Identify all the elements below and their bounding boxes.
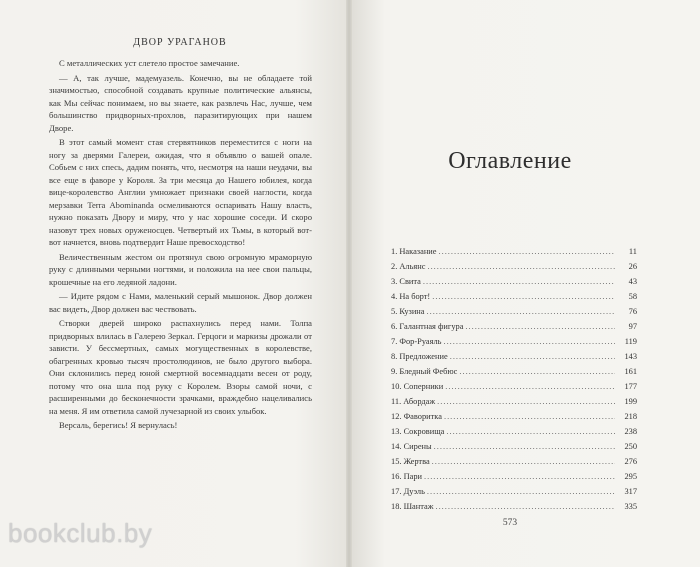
leader-dots <box>444 409 615 424</box>
toc-entry[interactable] <box>391 439 637 454</box>
toc-entry-label: 9. Бледный Фебюс <box>391 367 458 376</box>
leader-dots <box>443 334 615 349</box>
toc-entry-page: 317 <box>624 487 637 496</box>
toc-entry[interactable] <box>391 244 637 259</box>
paragraph: В этот самый момент стая стервятников переместится с ноги на ногу за дверями Галереи, ожидая, что я объявлю о вашей опале. Собьем с них спесь, дадим понять, что, несмотря на наши неудачи, вы все еще в фаворе у Короля. За три месяца до Нашего юбилея, когда вице-королевство Англии умножает признаки своей наглости, когда мерзавки Terra Abominanda осмеливаются оспаривать Нашу власть, нужно показать Двору и миру, что у нас хорошие соседи. И скоро назовут трех новых оруженосцев. Четвертый их Тьмы, в который вот-вот начнется, вновь подтвердит Наше превосходство! <box>49 137 312 247</box>
book-gutter <box>346 0 352 567</box>
watermark: bookclub.by <box>8 518 153 548</box>
toc-entry-page: 250 <box>624 442 637 451</box>
leader-dots <box>423 274 615 289</box>
toc-entry[interactable] <box>391 379 637 394</box>
paragraph: — Идите рядом с Нами, маленький серый мышонок. Двор должен вас видеть, Двор должен вас чествовать. <box>49 291 312 314</box>
toc-entry[interactable] <box>391 334 637 349</box>
toc-entry-page: 97 <box>628 322 637 331</box>
toc-entry-page: 218 <box>624 412 637 421</box>
toc-entry-page: 199 <box>624 397 637 406</box>
toc-entry-label: 13. Сокровища <box>391 427 445 436</box>
leader-dots <box>432 454 615 469</box>
paragraph: Створки дверей широко распахнулись перед нами. Толпа придворных влилась в Галерею Зеркал. Герцоги и маркизы дрожали от зависти. У бессмертных, самых могущественных в королевстве, обагренных кровью тысяч простолюдинов, не было другого выбора. Они склонились перед юной смертной восемнадцати весен от роду, потому что она шла под руку с Королем. Взоры самой ночи, с расширенными до бесконечности зрачками, враждебно нацеливались на меня. Я им ответила самой лучезарной из своих улыбок. <box>49 318 312 416</box>
leader-dots <box>459 364 615 379</box>
toc-entry-label: 16. Пари <box>391 472 422 481</box>
toc-entry-page: 119 <box>624 337 637 346</box>
toc-entry-page: 295 <box>624 472 637 481</box>
paragraph: С металлических уст слетело простое замечание. <box>59 58 240 68</box>
toc-entry[interactable] <box>391 394 637 409</box>
toc-entry[interactable] <box>391 409 637 424</box>
table-of-contents <box>391 244 637 514</box>
toc-entry-label: 2. Альянс <box>391 262 426 271</box>
toc-entry-page: 143 <box>624 352 637 361</box>
toc-entry-label: 5. Кузина <box>391 307 425 316</box>
prose-text <box>49 57 312 434</box>
leader-dots <box>465 319 615 334</box>
running-head: ДВОР УРАГАНОВ <box>133 37 227 48</box>
toc-entry-label: 12. Фаворитка <box>391 412 442 421</box>
toc-entry-page: 161 <box>624 367 637 376</box>
leader-dots <box>434 439 615 454</box>
toc-entry-label: 4. На борт! <box>391 292 431 301</box>
toc-entry-label: 1. Наказание <box>391 247 437 256</box>
leader-dots <box>424 469 615 484</box>
toc-entry[interactable] <box>391 424 637 439</box>
toc-entry[interactable] <box>391 499 637 514</box>
toc-entry[interactable] <box>391 319 637 334</box>
toc-entry-page: 276 <box>624 457 637 466</box>
toc-entry[interactable] <box>391 304 637 319</box>
paragraph: — А, так лучше, мадемуазель. Конечно, вы не обладаете той значимостью, способной создавать крупные политические альянсы, как Мы сейчас понимаем, но вы знаете, как развлечь Нас, лучше, чем большинство придворных-прохлов, паразитирующих при нашем Дворе. <box>49 72 312 133</box>
toc-entry-label: 6. Галантная фигура <box>391 322 464 331</box>
leader-dots <box>439 244 615 259</box>
toc-entry-page: 238 <box>624 427 637 436</box>
toc-entry[interactable] <box>391 364 637 379</box>
leader-dots <box>445 379 615 394</box>
toc-entry-page: 26 <box>628 262 637 271</box>
paragraph: Версаль, берегись! Я вернулась! <box>59 420 178 430</box>
toc-entry[interactable] <box>391 454 637 469</box>
paragraph: Величественным жестом он протянул свою огромную мраморную руку с длинными черными ногтями, и положила на нее свои пальцы, крошечные на его ледяной ладони. <box>49 251 312 287</box>
toc-entry-page: 58 <box>628 292 637 301</box>
toc-entry-page: 177 <box>624 382 637 391</box>
leader-dots <box>427 484 615 499</box>
toc-entry[interactable] <box>391 289 637 304</box>
page-number: 573 <box>502 518 518 528</box>
toc-entry-label: 3. Свита <box>391 277 421 286</box>
leader-dots <box>435 499 615 514</box>
toc-entry-label: 7. Фор-Руаяль <box>391 337 442 346</box>
toc-entry-label: 11. Абордаж <box>391 397 436 406</box>
toc-title: Оглавление <box>448 148 572 174</box>
leader-dots <box>437 394 615 409</box>
toc-entry-label: 14. Сирены <box>391 442 432 451</box>
toc-entry-label: 8. Предложение <box>391 352 448 361</box>
toc-entry-label: 17. Дуэль <box>391 487 425 496</box>
toc-entry-label: 10. Соперники <box>391 382 444 391</box>
toc-entry-label: 18. Шантаж <box>391 502 434 511</box>
toc-entry[interactable] <box>391 349 637 364</box>
toc-entry[interactable] <box>391 484 637 499</box>
toc-entry[interactable] <box>391 274 637 289</box>
leader-dots <box>450 349 615 364</box>
leader-dots <box>427 304 615 319</box>
toc-entry-page: 43 <box>628 277 637 286</box>
toc-entry-label: 15. Жертва <box>391 457 430 466</box>
toc-entry[interactable] <box>391 469 637 484</box>
toc-entry[interactable] <box>391 259 637 274</box>
toc-entry-page: 11 <box>628 247 637 256</box>
leader-dots <box>446 424 615 439</box>
leader-dots <box>427 259 615 274</box>
leader-dots <box>432 289 615 304</box>
toc-entry-page: 335 <box>624 502 637 511</box>
toc-entry-page: 76 <box>628 307 637 316</box>
